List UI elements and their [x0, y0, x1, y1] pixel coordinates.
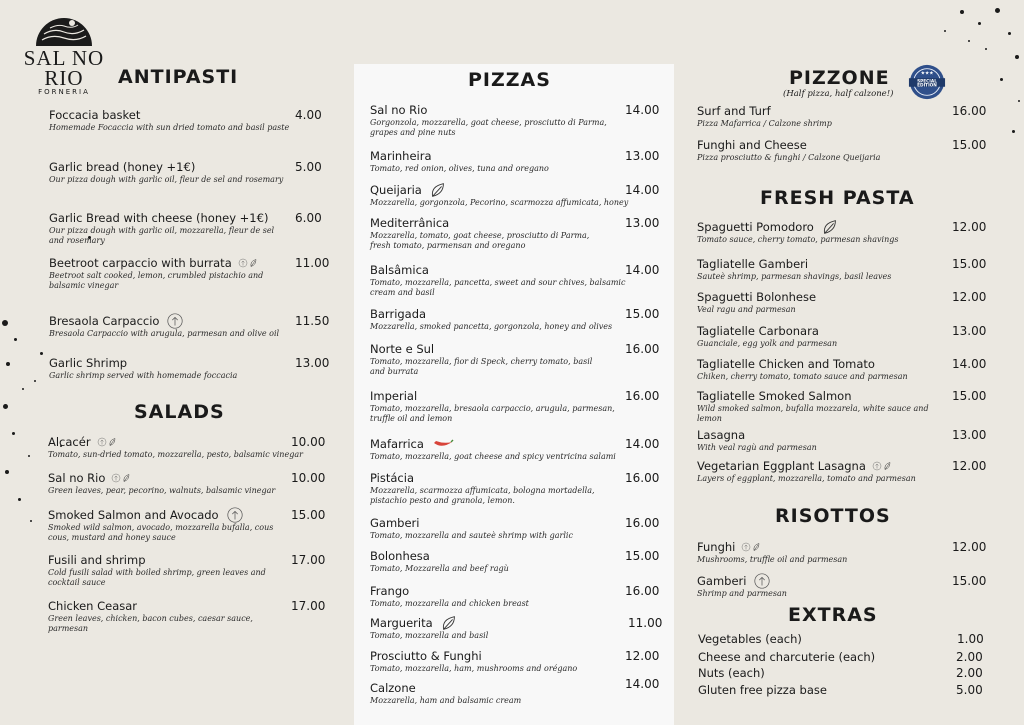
- menu-item: [370, 615, 662, 641]
- item-name: Gluten free pizza base: [698, 683, 827, 697]
- menu-item: [49, 355, 330, 381]
- item-desc: Shrimp and parmesan: [697, 589, 787, 598]
- menu-item: [697, 356, 989, 382]
- item-desc: grapes and pine nuts: [370, 128, 456, 137]
- item-price: 16.00: [625, 516, 660, 530]
- item-desc: and burrata: [370, 367, 419, 376]
- menu-item: [698, 649, 990, 665]
- item-name: Chicken Ceasar: [48, 599, 138, 613]
- item-name: Garlic bread (honey +1€): [49, 160, 196, 174]
- menu-item: [48, 598, 325, 634]
- item-name: Sal no Rio: [370, 103, 428, 117]
- item-desc: Layers of eggplant, mozzarella, tomato and parmesan: [697, 474, 916, 483]
- item-name: Vegetables (each): [698, 632, 802, 646]
- item-price: 4.00: [295, 108, 322, 122]
- item-price: 2.00: [956, 666, 983, 680]
- item-price: 11.50: [295, 314, 330, 328]
- item-price: 11.00: [628, 616, 663, 630]
- item-name: Barrigada: [370, 307, 427, 321]
- menu-item: [697, 103, 989, 129]
- menu-item: [370, 262, 662, 298]
- item-name: Mafarrica: [370, 437, 424, 451]
- logo-title: SAL NO RIO: [23, 46, 105, 90]
- vegetarian-leaf-icon: [741, 538, 761, 556]
- menu-item: [48, 470, 325, 496]
- logo-subtitle: FORNERIA: [38, 88, 90, 96]
- spicy-chili-icon: [432, 439, 454, 449]
- item-name: Calzone: [370, 681, 416, 695]
- item-price: 15.00: [952, 574, 987, 588]
- item-desc: Wild smoked salmon, bufalla mozzarela, white sauce and: [697, 404, 929, 413]
- menu-item: [49, 210, 325, 246]
- item-price: 13.00: [625, 216, 660, 230]
- item-price: 17.00: [291, 553, 326, 567]
- item-name: Tagliatelle Carbonara: [697, 324, 819, 338]
- item-price: 13.00: [625, 149, 660, 163]
- item-desc: and rosemary: [49, 236, 105, 245]
- menu-item: [370, 583, 662, 609]
- gluten-free-icon: [752, 572, 772, 590]
- menu-item: [697, 256, 989, 282]
- item-name: Surf and Turf: [697, 104, 771, 118]
- item-price: 16.00: [625, 342, 660, 356]
- vegetarian-leaf-icon: [238, 254, 258, 272]
- item-desc: Green leaves, chicken, bacon cubes, caesar sauce,: [48, 614, 253, 623]
- item-desc: Tomato, sun-dried tomato, mozzarella, pesto, balsamic vinegar: [48, 450, 303, 459]
- item-name: Cheese and charcuterie (each): [698, 650, 876, 664]
- item-name: Bresaola Carpaccio: [49, 314, 160, 328]
- item-desc: Mozzarella, scarmozza affumicata, bologna mortadella,: [370, 486, 595, 495]
- fresh-pasta-title: FRESH PASTA: [760, 187, 915, 209]
- item-name: Norte e Sul: [370, 342, 435, 356]
- item-name: Gamberi: [370, 516, 420, 530]
- item-price: 14.00: [625, 677, 660, 691]
- menu-item: [698, 665, 990, 681]
- menu-item: [370, 306, 662, 332]
- pizzone-note: (Half pizza, half calzone!): [783, 89, 894, 99]
- menu-item: [370, 182, 662, 208]
- gluten-free-icon: [225, 506, 245, 524]
- item-name: Tagliatelle Smoked Salmon: [697, 389, 852, 403]
- item-name: Tagliatelle Gamberi: [697, 257, 809, 271]
- item-price: 14.00: [952, 357, 987, 371]
- special-edition-badge-icon: [908, 63, 946, 101]
- item-desc: Tomato, mozzarella, ham, mushrooms and orégano: [370, 664, 578, 673]
- item-price: 15.00: [625, 307, 660, 321]
- item-desc: Our pizza dough with garlic oil, fleur de sel and rosemary: [49, 175, 284, 184]
- item-name: Lasagna: [697, 428, 746, 442]
- item-price: 12.00: [952, 459, 987, 473]
- item-desc: Tomato, mozzarella and sauteè shrimp with garlic: [370, 531, 573, 540]
- item-price: 16.00: [625, 584, 660, 598]
- vegetarian-leaf-icon: [111, 469, 131, 487]
- item-desc: Tomato, mozzarella, fior di Speck, cherry tomato, basil: [370, 357, 593, 366]
- item-name: Spaguetti Bolonhese: [697, 290, 817, 304]
- item-desc: fresh tomato, parmensan and oregano: [370, 241, 526, 250]
- item-desc: Garlic shrimp served with homemade foccacia: [49, 371, 238, 380]
- item-desc: Veal ragu and parmesan: [697, 305, 796, 314]
- item-desc: Our pizza dough with garlic oil, mozzarella, fleur de sel: [49, 226, 275, 235]
- item-price: 12.00: [625, 649, 660, 663]
- item-desc: Mozzarella, ham and balsamic cream: [370, 696, 522, 705]
- vegetarian-leaf-icon: [820, 218, 840, 236]
- item-desc: Bresaola Carpaccio with arugula, parmesan and olive oil: [49, 329, 280, 338]
- item-name: Nuts (each): [698, 666, 765, 680]
- item-price: 17.00: [291, 599, 326, 613]
- menu-item: [370, 470, 662, 506]
- item-name: Queijaria: [370, 183, 422, 197]
- item-price: 13.00: [295, 356, 330, 370]
- item-name: Funghi: [697, 540, 736, 554]
- item-name: Vegetarian Eggplant Lasagna: [697, 459, 866, 473]
- badge-line-2: EDITION: [917, 83, 937, 89]
- menu-item: [370, 388, 662, 424]
- item-name: Gamberi: [697, 574, 747, 588]
- menu-item: [48, 507, 325, 543]
- item-desc: Green leaves, pear, pecorino, walnuts, balsamic vinegar: [48, 486, 276, 495]
- item-name: Pistácia: [370, 471, 414, 485]
- menu-item: [370, 148, 662, 174]
- menu-item: [697, 137, 989, 163]
- item-name: Mediterrânica: [370, 216, 450, 230]
- item-price: 10.00: [291, 435, 326, 449]
- item-desc: Gorgonzola, mozzarella, goat cheese, prosciutto di Parma,: [370, 118, 607, 127]
- extras-title: EXTRAS: [788, 604, 878, 626]
- item-desc: Tomato sauce, cherry tomato, parmesan shavings: [697, 235, 899, 244]
- item-desc: Pizza Mafarrica / Calzone shrimp: [697, 119, 832, 128]
- item-price: 15.00: [952, 257, 987, 271]
- item-name: Fusili and shrimp: [48, 553, 146, 567]
- item-name: Sal no Rio: [48, 471, 106, 485]
- item-name: Smoked Salmon and Avocado: [48, 508, 219, 522]
- item-desc: Chiken, cherry tomato, tomato sauce and parmesan: [697, 372, 908, 381]
- item-desc: Mozzarella, smoked pancetta, gorgonzola, honey and olives: [370, 322, 613, 331]
- item-name: Balsâmica: [370, 263, 429, 277]
- item-desc: Tomato, mozzarella, goat cheese and spicy ventricina salami: [370, 452, 616, 461]
- item-price: 5.00: [295, 160, 322, 174]
- item-desc: truffle oil and lemon: [370, 414, 453, 423]
- item-desc: cous, mustard and honey sauce: [48, 533, 176, 542]
- gluten-free-icon: [165, 312, 185, 330]
- item-name: Alcacér: [48, 435, 91, 449]
- item-price: 15.00: [291, 508, 326, 522]
- item-desc: Homemade Focaccia with sun dried tomato and basil paste: [49, 123, 290, 132]
- menu-item: [48, 552, 325, 588]
- badge-line-1: SPECIAL: [917, 79, 937, 85]
- item-price: 14.00: [625, 437, 660, 451]
- menu-item: [697, 323, 989, 349]
- item-name: Garlic Shrimp: [49, 356, 128, 370]
- risottos-title: RISOTTOS: [775, 505, 891, 527]
- item-price: 13.00: [952, 428, 987, 442]
- item-name: Imperial: [370, 389, 418, 403]
- item-price: 10.00: [291, 471, 326, 485]
- item-name: Spaguetti Pomodoro: [697, 220, 814, 234]
- item-price: 1.00: [957, 632, 984, 646]
- menu-item: [370, 648, 662, 674]
- item-desc: Sauteè shrimp, parmesan shavings, basil leaves: [697, 272, 892, 281]
- menu-item: [49, 159, 325, 185]
- item-desc: parmesan: [48, 624, 89, 633]
- menu-item: [370, 677, 662, 706]
- item-desc: Tomato, mozzarella, bresaola carpaccio, arugula, parmesan,: [370, 404, 615, 413]
- item-name: Funghi and Cheese: [697, 138, 807, 152]
- item-price: 12.00: [952, 220, 987, 234]
- restaurant-logo: [4, 14, 124, 96]
- vegetarian-leaf-icon: [872, 457, 892, 475]
- item-price: 14.00: [625, 183, 660, 197]
- item-name: Tagliatelle Chicken and Tomato: [697, 357, 875, 371]
- menu-item: [370, 341, 662, 377]
- menu-item: [49, 255, 330, 291]
- menu-item: [48, 434, 325, 460]
- item-price: 15.00: [952, 389, 987, 403]
- menu-item: [697, 573, 989, 599]
- item-price: 16.00: [625, 471, 660, 485]
- menu-item: [370, 548, 662, 574]
- svg-text:★★★: ★★★: [920, 71, 934, 77]
- menu-item: [697, 539, 989, 565]
- item-desc: With veal ragù and parmesan: [697, 443, 817, 452]
- salads-title: SALADS: [134, 401, 225, 423]
- menu-item: [370, 436, 662, 462]
- item-desc: Smoked wild salmon, avocado, mozzarella bufalla, cous: [48, 523, 274, 532]
- item-desc: Mushrooms, truffle oil and parmesan: [697, 555, 848, 564]
- vegetarian-leaf-icon: [97, 433, 117, 451]
- item-price: 5.00: [956, 683, 983, 697]
- item-price: 14.00: [625, 263, 660, 277]
- item-desc: Tomato, red onion, olives, tuna and oregano: [370, 164, 549, 173]
- menu-item: [370, 102, 662, 138]
- item-price: 16.00: [625, 389, 660, 403]
- menu-item: [698, 631, 990, 647]
- item-desc: Beetroot salt cooked, lemon, crumbled pistachio and: [49, 271, 264, 280]
- item-price: 12.00: [952, 540, 987, 554]
- item-desc: pistachio pesto and granola, lemon.: [370, 496, 515, 505]
- item-name: Foccacia basket: [49, 108, 141, 122]
- item-price: 2.00: [956, 650, 983, 664]
- menu-item: [698, 682, 990, 698]
- item-name: Beetroot carpaccio with burrata: [49, 256, 232, 270]
- item-desc: Tomato, mozzarella and basil: [370, 631, 489, 640]
- menu-item: [697, 427, 989, 453]
- item-price: 13.00: [952, 324, 987, 338]
- item-price: 16.00: [952, 104, 987, 118]
- item-name: Garlic Bread with cheese (honey +1€): [49, 211, 269, 225]
- menu-item: [697, 458, 989, 484]
- menu-item: [697, 219, 989, 245]
- item-desc: cocktail sauce: [48, 578, 106, 587]
- vegetarian-leaf-icon: [428, 181, 448, 199]
- menu-item: [49, 107, 325, 133]
- item-name: Prosciutto & Funghi: [370, 649, 482, 663]
- menu-item: [49, 313, 330, 339]
- item-desc: cream and basil: [370, 288, 435, 297]
- item-name: Bolonhesa: [370, 549, 430, 563]
- item-name: Marguerita: [370, 616, 433, 630]
- logo-emblem-icon: [32, 14, 96, 46]
- item-name: Marinheira: [370, 149, 432, 163]
- item-desc: Pizza prosciutto & funghi / Calzone Queijaria: [697, 153, 881, 162]
- vegetarian-leaf-icon: [439, 614, 459, 632]
- item-desc: Mozzarella, tomato, goat cheese, prosciutto di Parma,: [370, 231, 590, 240]
- item-price: 6.00: [295, 211, 322, 225]
- item-desc: Cold fusili salad with boiled shrimp, green leaves and: [48, 568, 266, 577]
- menu-item: [370, 215, 662, 251]
- antipasti-title: ANTIPASTI: [118, 66, 239, 88]
- item-price: 15.00: [952, 138, 987, 152]
- item-price: 15.00: [625, 549, 660, 563]
- menu-item: [697, 388, 989, 424]
- item-price: 12.00: [952, 290, 987, 304]
- menu-item: [697, 289, 989, 315]
- item-desc: balsamic vinegar: [49, 281, 119, 290]
- pizzone-title: PIZZONE: [789, 67, 890, 89]
- item-desc: lemon: [697, 414, 722, 423]
- item-price: 14.00: [625, 103, 660, 117]
- item-desc: Tomato, Mozzarella and beef ragù: [370, 564, 509, 573]
- item-desc: Tomato, mozzarella, pancetta, sweet and sour chives, balsamic: [370, 278, 626, 287]
- pizzas-title: PIZZAS: [468, 69, 551, 91]
- item-name: Frango: [370, 584, 410, 598]
- item-desc: Guanciale, egg yolk and parmesan: [697, 339, 838, 348]
- item-desc: Mozzarella, gorgonzola, Pecorino, scarmozza affumicata, honey: [370, 198, 629, 207]
- item-desc: Tomato, mozzarella and chicken breast: [370, 599, 529, 608]
- menu-item: [370, 515, 662, 541]
- item-price: 11.00: [295, 256, 330, 270]
